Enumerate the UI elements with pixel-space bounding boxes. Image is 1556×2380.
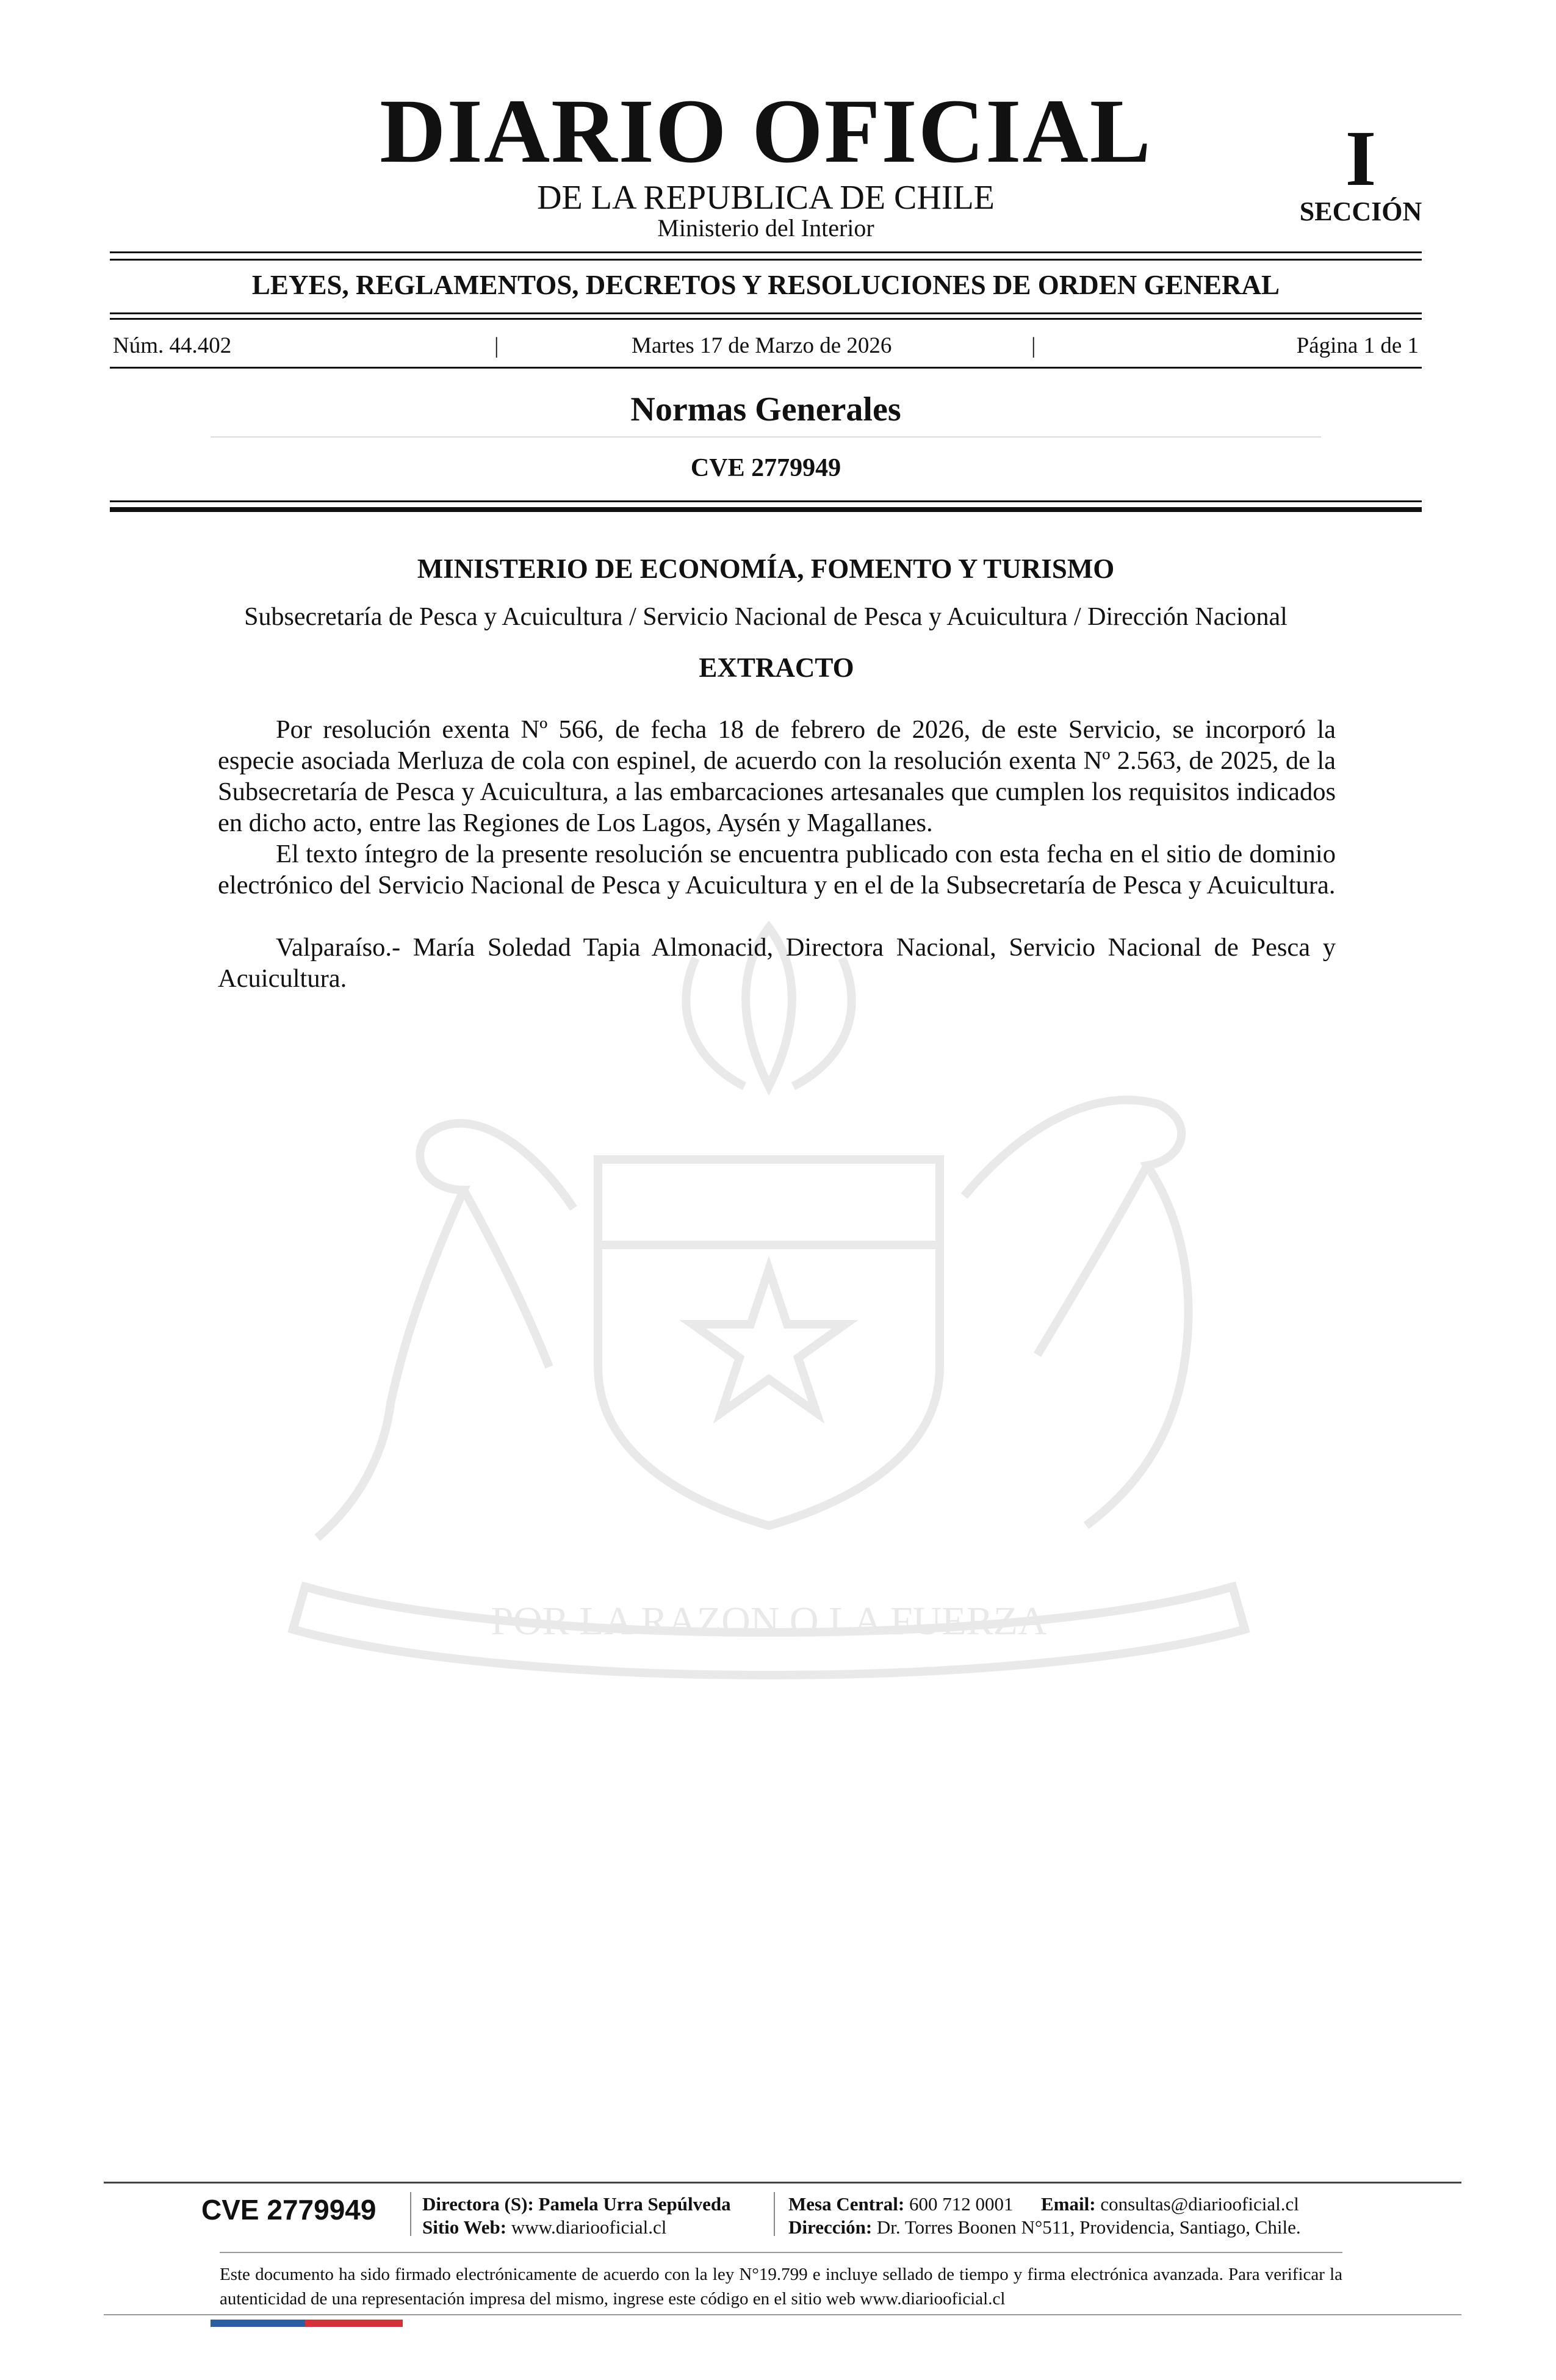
footer-separator xyxy=(774,2192,775,2236)
issuing-office: Subsecretaría de Pesca y Acuicultura / Servicio Nacional de Pesca y Acuicultura / Dirección Nacional xyxy=(244,603,1288,631)
footer-rule xyxy=(220,2252,1342,2253)
issue-rule xyxy=(110,367,1422,369)
website-link[interactable]: www.diariooficial.cl xyxy=(511,2216,667,2238)
masthead-ministry: Ministerio del Interior xyxy=(657,214,874,242)
document-heading: EXTRACTO xyxy=(699,652,854,683)
issue-date: Martes 17 de Marzo de 2026 xyxy=(632,333,892,358)
header-rule xyxy=(110,312,1422,314)
flag-stripe-red xyxy=(305,2320,403,2327)
director-label: Directora (S): xyxy=(422,2193,534,2215)
header-rule xyxy=(110,318,1422,320)
website-label: Sitio Web: xyxy=(422,2216,507,2238)
coat-of-arms-watermark xyxy=(207,903,1330,1697)
page-indicator: Página 1 de 1 xyxy=(1296,333,1419,358)
email-link[interactable]: consultas@diariooficial.cl xyxy=(1100,2193,1299,2215)
footer-website xyxy=(422,2218,666,2237)
section-number: I xyxy=(1345,115,1377,203)
cve-code: CVE 2779949 xyxy=(690,454,841,482)
section-rule xyxy=(110,500,1422,502)
section-label: SECCIÓN xyxy=(1299,197,1422,226)
footer-director xyxy=(422,2194,731,2213)
footer-address xyxy=(788,2218,1301,2237)
footer-rule xyxy=(104,2182,1461,2183)
section-title-rule xyxy=(211,436,1321,438)
body-paragraph: Por resolución exenta Nº 566, de fecha 18 de febrero de 2026, de este Servicio, se incorporó la especie asociada Merluza de cola con espinel, de acuerdo con la resolución exenta Nº 2.563, de 2025, de la Subsecretaría de Pesca y Acuicultura, a las embarcaciones artesanales que cumplen los requisitos indicados en dicho acto, entre las Regiones de Los Lagos, Aysén y Magallanes. xyxy=(218,715,1336,837)
masthead-title: DIARIO OFICIAL xyxy=(380,81,1152,182)
email-label: Email: xyxy=(1041,2193,1096,2215)
coat-of-arms-motto: POR LA RAZON O LA FUERZA xyxy=(491,1599,1047,1643)
masthead-subtitle: DE LA REPUBLICA DE CHILE xyxy=(537,179,995,217)
footer-phone-email xyxy=(788,2194,1299,2213)
phone-label: Mesa Central: xyxy=(788,2193,905,2215)
body-paragraph: El texto íntegro de la presente resolución se encuentra publicado con esta fecha en el sitio de dominio electrónico del Servicio Nacional de Pesca y Acuicultura y en el de la Subsecretaría de Pesca y Acuicultura. xyxy=(218,840,1336,900)
header-rule xyxy=(110,251,1422,253)
flag-stripe-blue xyxy=(211,2320,305,2327)
director-value: Pamela Urra Sepúlveda xyxy=(538,2193,731,2215)
issuing-ministry: MINISTERIO DE ECONOMÍA, FOMENTO Y TURISMO xyxy=(417,554,1115,584)
footer-cve-code: CVE 2779949 xyxy=(201,2194,376,2226)
section-rule-thick xyxy=(110,507,1422,512)
address-value: Dr. Torres Boonen N°511, Providencia, Santiago, Chile. xyxy=(876,2216,1301,2238)
footer-rule xyxy=(104,2314,1461,2315)
footer-separator xyxy=(410,2192,411,2236)
issue-number: Núm. 44.402 xyxy=(113,333,232,358)
address-label: Dirección: xyxy=(788,2216,873,2238)
section-title: Normas Generales xyxy=(630,391,901,428)
document-body xyxy=(218,714,1336,994)
phone-value: 600 712 0001 xyxy=(909,2193,1014,2215)
issue-separator: | xyxy=(1031,333,1036,358)
header-rule xyxy=(110,259,1422,261)
legal-notice: Este documento ha sido firmado electrónicamente de acuerdo con la ley N°19.799 e incluye sellado de tiempo y firma electrónica avanzada. Para verificar la autenticidad de una representación impresa del mismo, ingrese este código en el sitio web www.diariooficial.cl xyxy=(220,2265,1342,2309)
publication-category: LEYES, REGLAMENTOS, DECRETOS Y RESOLUCIONES DE ORDEN GENERAL xyxy=(251,270,1280,300)
signature-paragraph: Valparaíso.- María Soledad Tapia Almonacid, Directora Nacional, Servicio Nacional de Pesca y Acuicultura. xyxy=(218,933,1336,993)
issue-separator: | xyxy=(494,333,499,358)
